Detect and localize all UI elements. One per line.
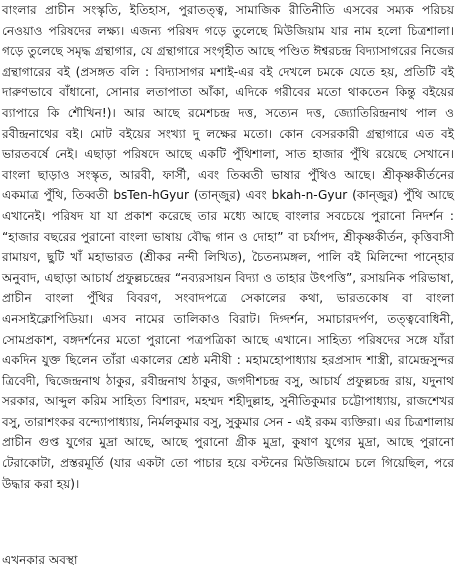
section-heading: এখনকার অবস্থা xyxy=(2,553,78,567)
document-page xyxy=(2,0,454,575)
body-paragraph: বাংলার প্রাচীন সংস্কৃতি, ইতিহাস, পুরাতত্ত্ব, সামাজিক রীতিনীতি এসবের সম্যক পরিচয় নেওয়াও পরিষদের লক্ষ্য। এজন্য পরিষদ গড়ে তুলেছে মিউজিয়াম যার নাম হলো চিত্রশালা। গড়ে তুলেছে সমৃদ্ধ গ্রন্থাগার, যে গ্রন্থাগারে সংগৃহীত আছে পণ্ডিত ঈশ্বরচন্দ্র বিদ্যাসাগরের নিজের গ্রন্থাগারের বই (প্রসঙ্গত বলি : বিদ্যাসাগর মশাই-এর বই দেখলে চমকে যেতে হয়, প্রতিটি বই দারুণভাবে বাঁধানো, সোনার লতাপাতা আঁকা, এদিকে গরীবের মতো থাকতেন কিন্তু বইয়ের ব্যাপারে কি শৌখিন!)। আর আছে রমেশচন্দ্র দত্ত, সত্যেন দত্ত, জ্যোতিরিন্দ্রনাথ পাল ও রবীন্দ্রনাথের বই। মোট বইয়ের সংখ্যা দু লক্ষের মতো। কোন বেসরকারী গ্রন্থাগারে এত বই ভারতবর্ষে নেই। এছাড়া পরিষদে আছে একটি পুঁথিশালা, সাত হাজার পুঁথি রয়েছে সেখানে। বাংলা ছাড়াও সংস্কৃত, আরবী, ফার্সী, এবং তিব্বতী ভাষার পুঁথিও আছে। শ্রীকৃষ্ণকীর্তনের একমাত্র পুঁথি, তিব্বতী bsTen-hGyur (তান্জুর) এবং bkah-n-Gyur (কান্জুর) পুঁথি আছে এখানেই। পরিষদ যা যা প্রকাশ করেছে তার মধ্যে আছে বাংলার সবচেয়ে পুরানো নিদর্শন : “হাজার বছরের পুরানো বাংলা ভাষায় বৌদ্ধ গান ও দোহা” বা চর্যাপদ, শ্রীকৃষ্ণকীর্তন, কৃত্তিবাসী রামায়ণ, ছুটি খাঁ মহাভারত (শ্রীকর নন্দী লিখিত), চৈতন্যমঙ্গল, পালি বই মিলিন্দো পান্হোর অনুবাদ, এছাড়া আচার্য প্রফুল্লচন্দ্রের “নব্যরসায়ন বিদ্যা ও তাহার উৎপত্তি”, রসায়নিক পরিভাষা, প্রাচীন বাংলা পুঁথির বিবরণ, সংবাদপত্রে সেকালের কথা, ভারতকোষ বা বাংলা এনসাইক্লোপিডিয়া। এসব নামের তালিকাও বিরাট। দিগ্দর্শন, সমাচারদর্পণ, তত্ত্ববোধিনী, সোমপ্রকাশ, বঙ্গদর্শনের মতো পুরানো পত্রপত্রিকা আছে এখানে। সাহিত্য পরিষদের সঙ্গে যাঁরা একদিন যুক্ত ছিলেন তাঁরা একালের শ্রেষ্ঠ মনীষী : মহামহোপাধ্যায় হরপ্রসাদ শাস্ত্রী, রামেন্দ্রসুন্দর ত্রিবেদী, দ্বিজেন্দ্রনাথ ঠাকুর, রবীন্দ্রনাথ ঠাকুর, জগদীশচন্দ্র বসু, আচার্য প্রফুল্লচন্দ্র রায়, যদুনাথ সরকার, আব্দুল করিম সাহিত্য বিশারদ, মহম্মদ শহীদুল্লাহ, সুনীতিকুমার চট্টোপাধ্যায়, রাজশেখর বসু, তারাশংকর বন্দ্যোপাধ্যায়, নির্মলকুমার বসু, সুকুমার সেন - এই রকম ব্যক্তিরা। এর চিত্রশালায় প্রাচীন গুপ্ত যুগের মুদ্রা আছে, আছে পুরানো গ্রীক মুদ্রা, কুষাণ যুগের মুদ্রা, আছে পুরানো টেরাকোটা, প্রস্তরমূর্তি (যার একটা তো পাচার হয়ে বস্টনের মিউজিয়ামে চলে গিয়েছিল, পরে উদ্ধার করা হয়)। xyxy=(2,3,454,491)
